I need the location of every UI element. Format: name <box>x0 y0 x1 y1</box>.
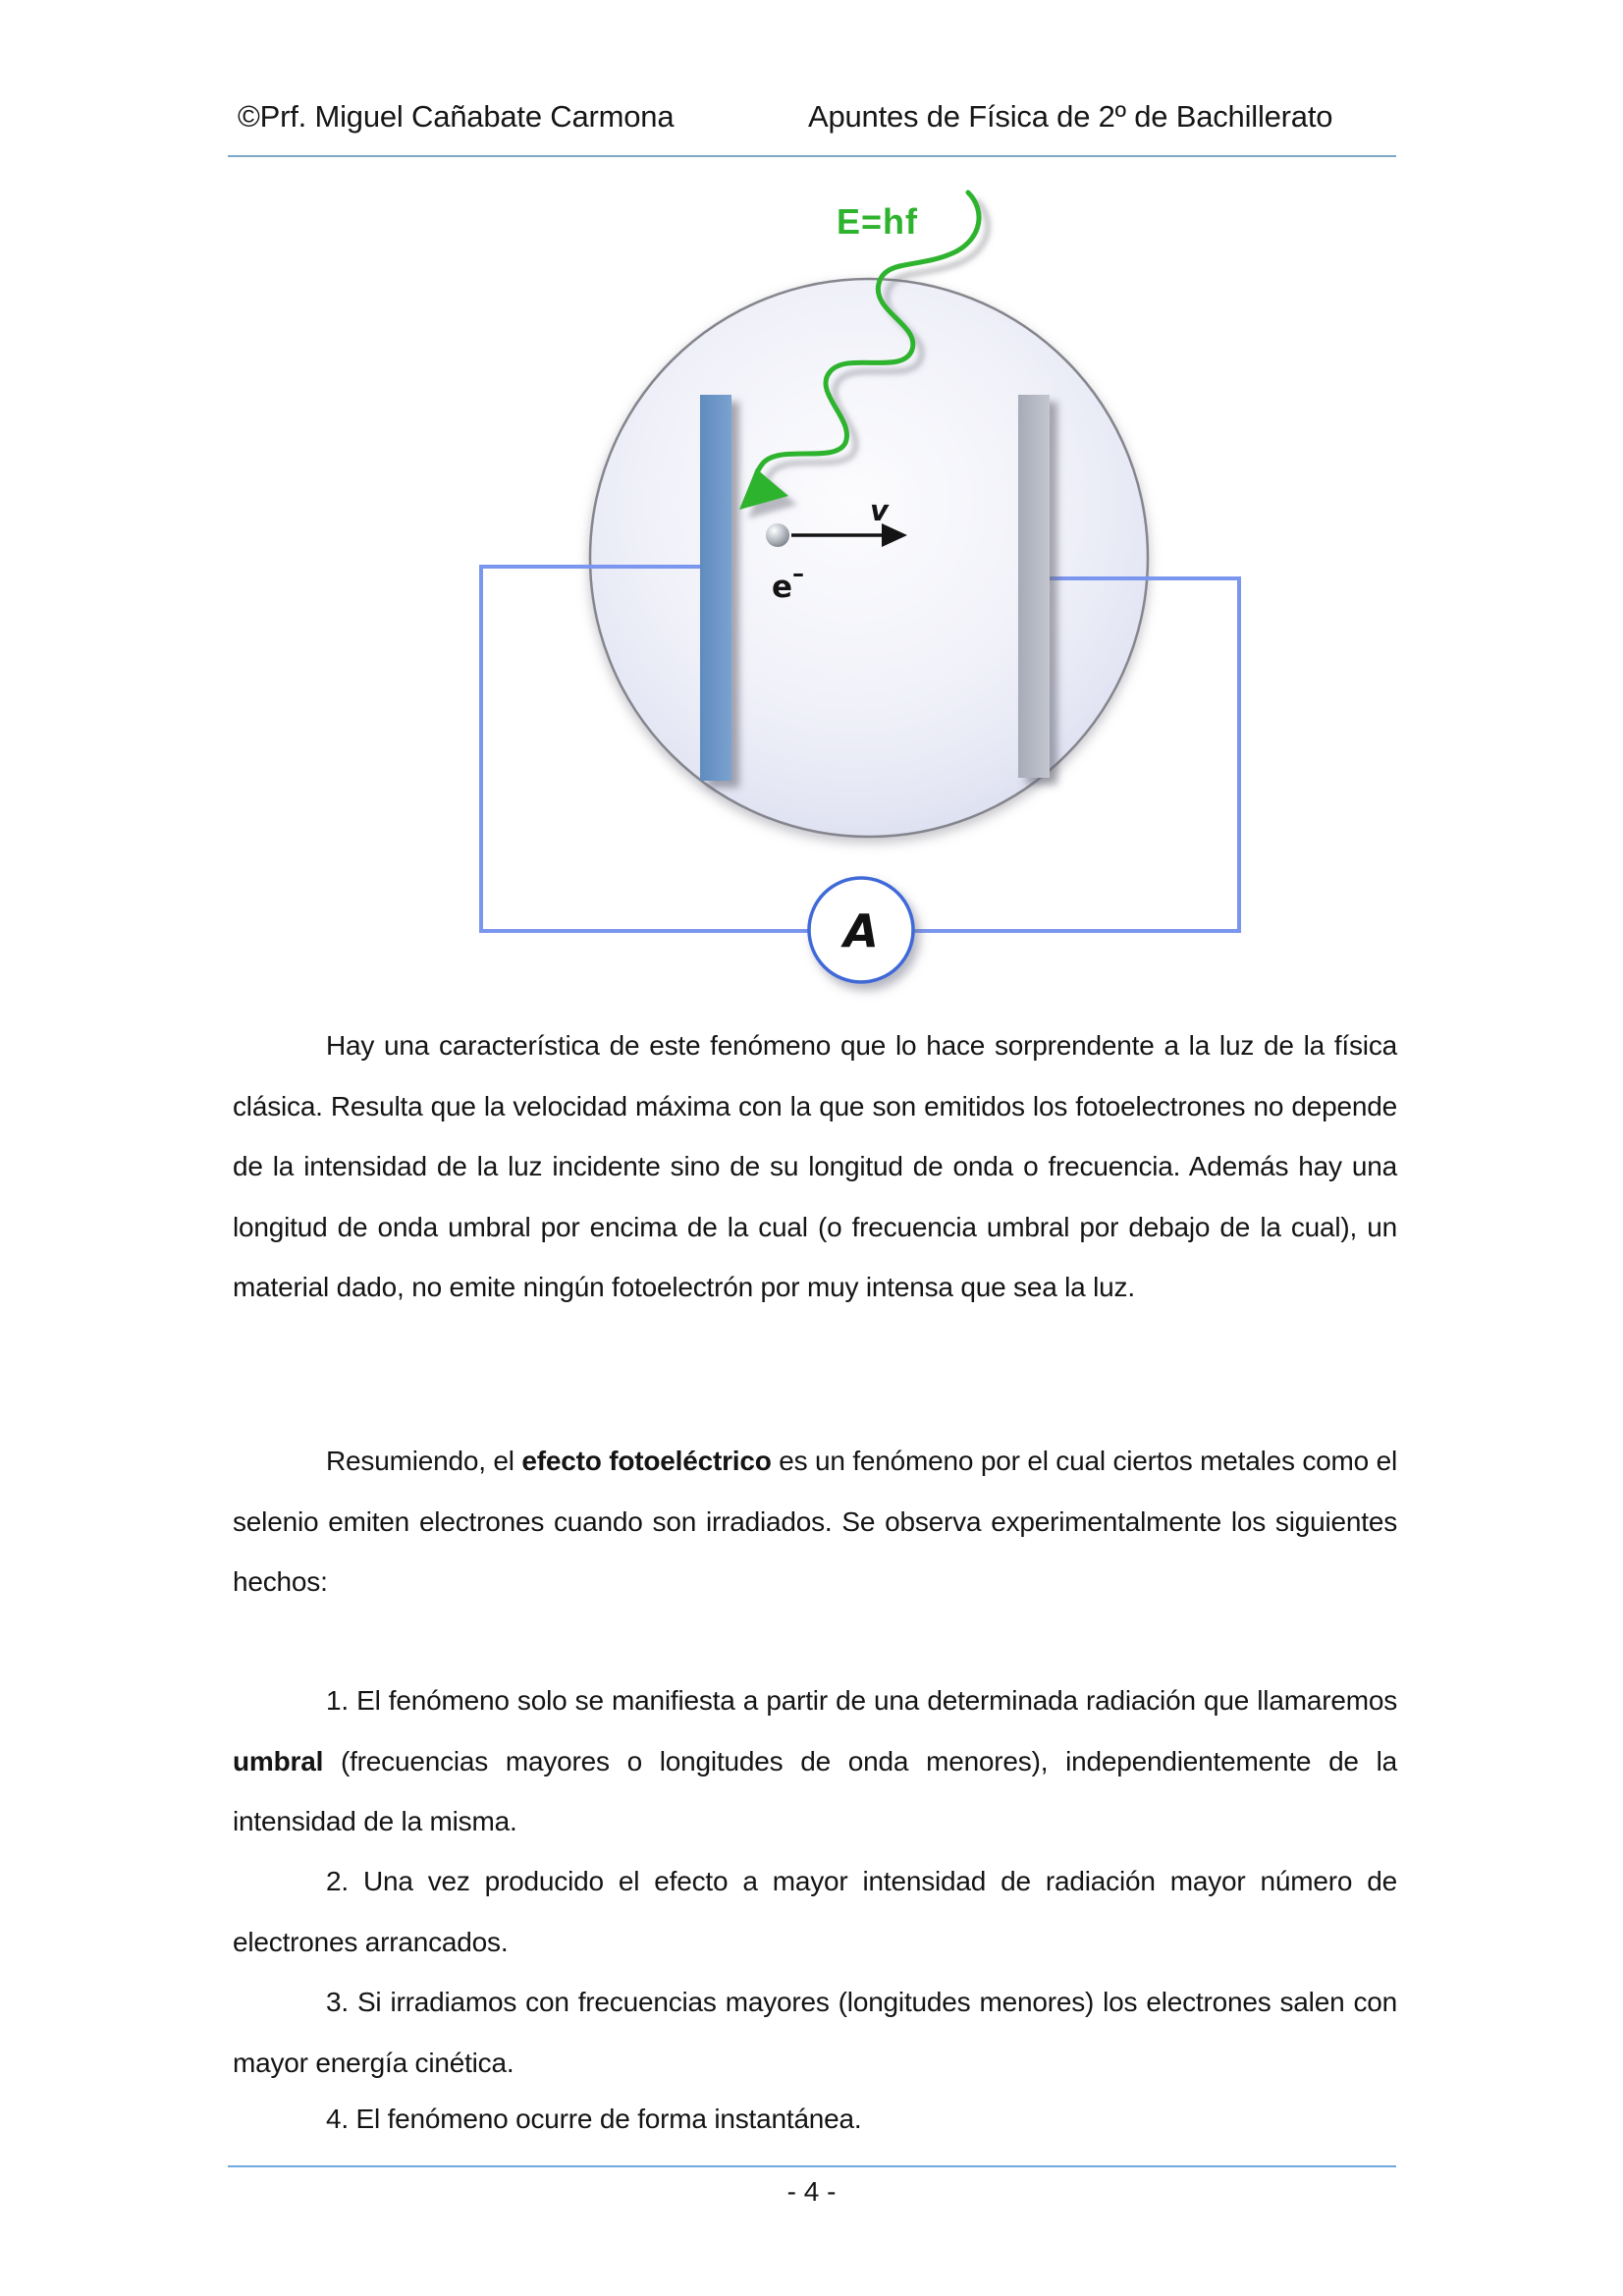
header-author: ©Prf. Miguel Cañabate Carmona <box>238 99 675 134</box>
term-efecto-fotoelectrico: efecto fotoeléctrico <box>521 1446 772 1476</box>
list-item-4: 4. El fenómeno ocurre de forma instantánea. <box>326 2104 862 2134</box>
anode-electrode <box>1018 395 1050 778</box>
list-item-1-pre: 1. El fenómeno solo se manifiesta a partir de una determinada radiación que llamaremos <box>326 1685 1397 1716</box>
cathode-electrode <box>700 395 731 781</box>
electron-particle <box>766 523 789 547</box>
ammeter-label: A <box>843 904 879 957</box>
list-item-3: 3. Si irradiamos con frecuencias mayores (longitudes menores) los electrones salen con mayor energía cinética. <box>233 1987 1397 2078</box>
paragraph-summary-pre: Resumiendo, el <box>326 1446 522 1476</box>
footer-rule <box>228 2165 1396 2167</box>
header-title: Apuntes de Física de 2º de Bachillerato <box>808 99 1333 134</box>
paragraph-summary-post: es un fenómeno por el cual ciertos metales como el selenio emiten electrones cuando son irradiados. Se observa experimentalmente los siguientes hechos: <box>233 1446 1397 1597</box>
electron-label-superscript: – <box>792 560 805 587</box>
ammeter <box>809 878 913 982</box>
paragraph-summary <box>233 1431 1397 1613</box>
term-umbral: umbral <box>233 1745 324 1777</box>
paragraph-surprising-feature: Hay una característica de este fenómeno que lo hace sorprendente a la luz de la física clásica. Resulta que la velocidad máxima con la que son emitidos los fotoelectrones no depende de la intensidad de la luz incidente sino de su longitud de onda o frecuencia. Además hay una longitud de onda umbral por encima de la cual (o frecuencia umbral por debajo de la cual), un material dado, no emite ningún fotoelectrón por muy intensa que sea la luz. <box>233 1030 1397 1302</box>
page-number: - 4 - <box>786 2176 837 2207</box>
list-item-1-post: (frecuencias mayores o longitudes de onda menores), independientemente de la intensidad de la misma. <box>233 1745 1397 1836</box>
list-item-2: 2. Una vez producido el efecto a mayor intensidad de radiación mayor número de electrones arrancados. <box>233 1866 1397 1957</box>
velocity-label: v <box>870 494 889 527</box>
photon-energy-label: E=hf <box>837 201 919 242</box>
list-item-1 <box>233 1670 1397 1852</box>
photoelectric-effect-diagram <box>0 0 1623 1011</box>
electron-label-base: e <box>772 570 793 605</box>
